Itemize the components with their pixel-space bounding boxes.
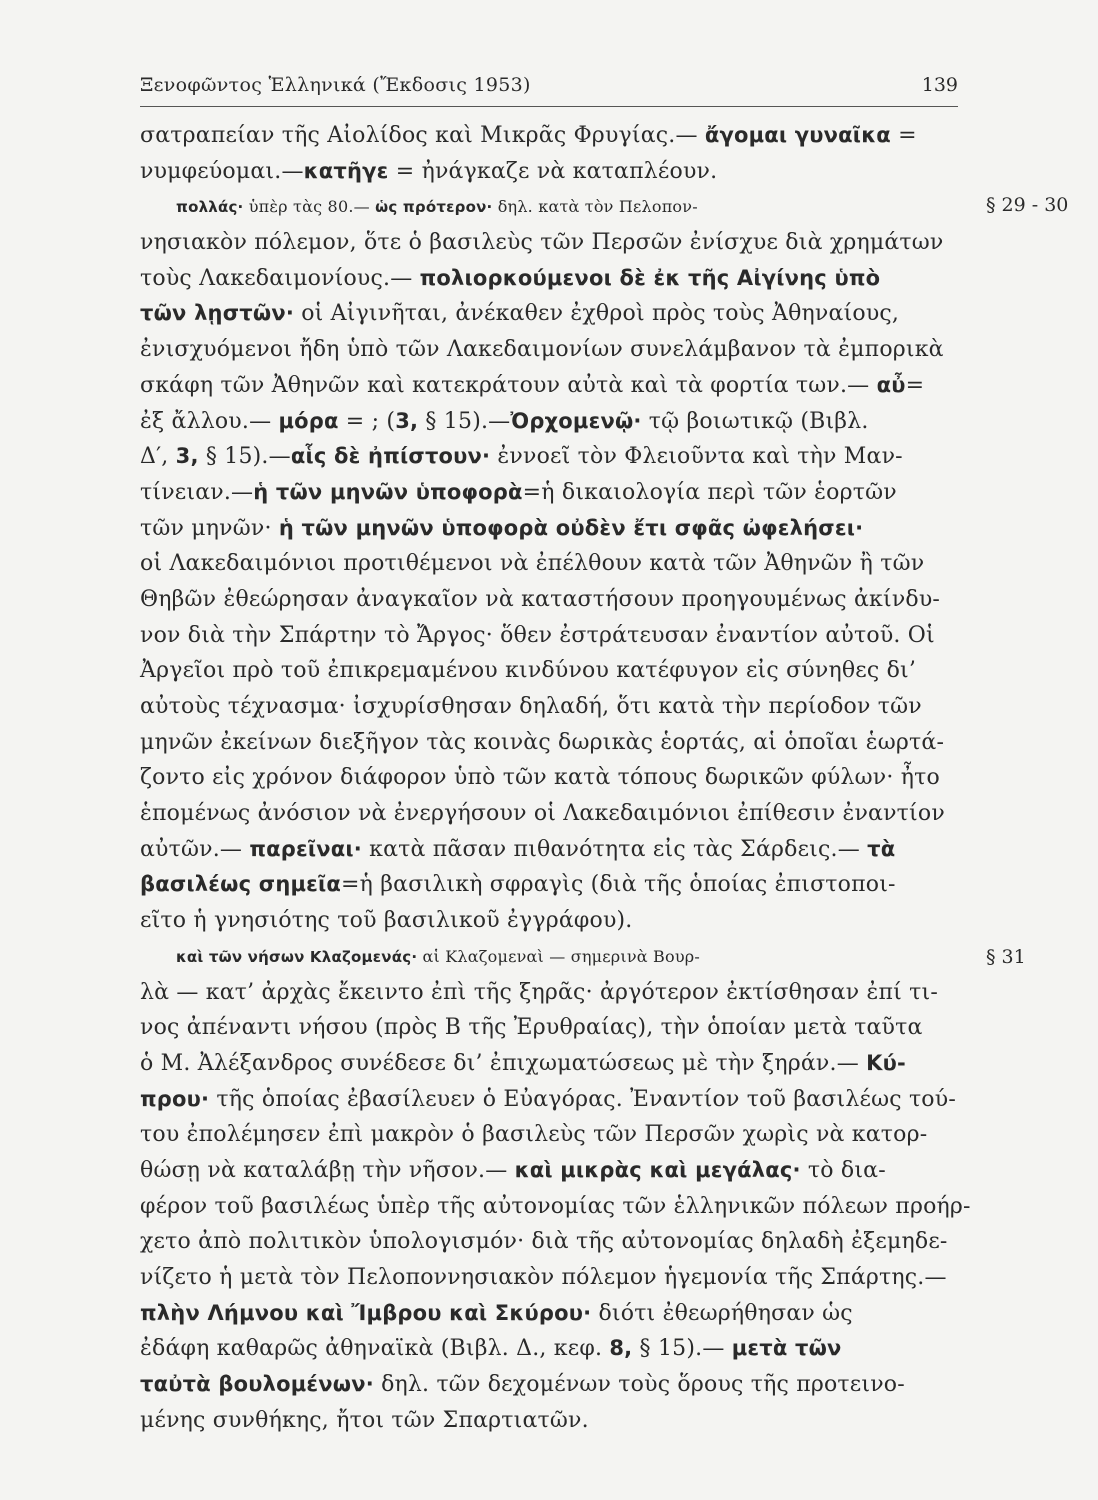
gloss: νυμφεύομαι.— xyxy=(140,158,304,184)
gloss: αὐτῶν.— xyxy=(140,836,250,862)
text-line xyxy=(140,1331,970,1367)
text-line xyxy=(140,1403,970,1439)
gloss: λὰ — κατ’ ἀρχὰς ἔκειντο ἐπὶ τῆς ξηρᾶς· ἀργότερον ἐκτίσθησαν ἐπί τι- xyxy=(140,979,938,1005)
gloss: νος ἀπέναντι νήσου (πρὸς Β τῆς Ἐρυθραίας), τὴν ὁποίαν μετὰ ταῦτα xyxy=(140,1015,923,1041)
gloss: νίζετο ἡ μετὰ τὸν Πελοποννησιακὸν πόλεμον ἡγεμονία τῆς Σπάρτης.— xyxy=(140,1265,947,1290)
lemma: πολλάς· xyxy=(176,198,244,217)
text-line xyxy=(140,760,970,796)
margin-note-section-29-30: § 29 - 30 xyxy=(986,194,1069,216)
text-line xyxy=(140,189,970,225)
gloss: Ἀργεῖοι πρὸ τοῦ ἐπικρεμαμένου κινδύνου κατέφυγον εἰς σύνηθες δι’ xyxy=(140,658,917,684)
gloss: =ἡ δικαιολογία περὶ τῶν ἑορτῶν xyxy=(522,479,897,505)
text-line xyxy=(140,475,970,511)
gloss: ἐδάφη καθαρῶς ἀθηναϊκὰ (Βιβλ. Δ., κεφ. xyxy=(140,1336,610,1362)
gloss: σατραπείαν τῆς Αἰολίδος καὶ Μικρᾶς Φρυγίας.— xyxy=(140,123,705,148)
lemma: μόρα xyxy=(278,408,339,433)
text-line xyxy=(140,332,970,368)
text-line xyxy=(140,1260,970,1296)
text-line xyxy=(140,225,970,261)
lemma: Ὀρχομενῷ· xyxy=(510,408,642,433)
gloss: οἱ Λακεδαιμόνιοι προτιθέμενοι νὰ ἐπέλθουν κατὰ τῶν Ἀθηνῶν ἢ τῶν xyxy=(140,551,925,577)
lemma: πρου· xyxy=(140,1086,210,1111)
gloss: § 15).— xyxy=(632,1336,732,1362)
lemma: βασιλέως σημεῖα xyxy=(140,872,342,897)
lemma: τῶν λῃστῶν· xyxy=(140,301,294,326)
gloss: = ἠνάγκαζε νὰ καταπλέουν. xyxy=(388,158,718,184)
lemma: αἷς δὲ ἠπίστουν· xyxy=(290,444,491,469)
gloss: § 15).— xyxy=(418,408,511,434)
lemma: τὰ xyxy=(867,836,896,861)
gloss: τῆς ὁποίας ἐβασίλευεν ὁ Εὐαγόρας. Ἐναντίον τοῦ βασιλέως τού- xyxy=(209,1086,956,1112)
text-line xyxy=(140,653,970,689)
gloss: του ἐπολέμησεν ἐπὶ μακρὸν ὁ βασιλεὺς τῶν Περσῶν χωρὶς νὰ κατορ- xyxy=(140,1122,928,1148)
gloss: οἱ Αἰγινῆται, ἀνέκαθεν ἐχθροὶ πρὸς τοὺς Ἀθηναίους, xyxy=(294,301,900,327)
gloss: τῶν μηνῶν· xyxy=(140,515,279,541)
gloss: τῷ βοιωτικῷ (Βιβλ. xyxy=(641,408,869,434)
lemma: ἡ τῶν μηνῶν ὑποφορὰ οὐδὲν ἔτι σφᾶς ὠφελήσει· xyxy=(278,515,864,540)
lemma: 8, xyxy=(609,1336,633,1361)
page-number: 139 xyxy=(921,74,958,96)
gloss: ἐξ ἄλλου.— xyxy=(140,408,279,434)
text-line xyxy=(140,725,970,761)
lemma: καὶ τῶν νήσων Κλαζομενάς· xyxy=(176,947,418,966)
gloss: Δ′, xyxy=(140,444,176,470)
gloss: ζοντο εἰς χρόνον διάφορον ὑπὸ τῶν κατὰ τόπους δωρικῶν φύλων· ἦτο xyxy=(140,765,940,791)
gloss: ἑπομένως ἀνόσιον νὰ ἐνεργήσουν οἱ Λακεδαιμόνιοι ἐπίθεσιν ἐναντίον xyxy=(140,801,945,827)
lemma: ὡς πρότερον· xyxy=(375,198,493,217)
lemma: ἡ τῶν μηνῶν ὑποφορὰ xyxy=(253,479,523,504)
text-line xyxy=(140,511,970,547)
gloss: μηνῶν ἐκείνων διεξῆγον τὰς κοινὰς δωρικὰς ἑορτάς, αἱ ὁποῖαι ἑωρτά- xyxy=(140,729,945,755)
margin-note-section-31: § 31 xyxy=(986,946,1026,968)
text-line xyxy=(140,582,970,618)
gloss: χετο ἀπὸ πολιτικὸν ὑπολογισμόν· διὰ τῆς αὐτονομίας δηλαδὴ ἐξεμηδε- xyxy=(140,1229,948,1255)
gloss: = xyxy=(905,372,925,398)
gloss: = xyxy=(890,123,917,148)
page-header xyxy=(140,74,958,104)
text-line xyxy=(140,689,970,725)
gloss: ἐννοεῖ τὸν Φλειοῦντα καὶ τὴν Μαν- xyxy=(490,444,903,470)
gloss: § 15).— xyxy=(198,444,291,470)
text-line xyxy=(140,1296,970,1332)
text-line xyxy=(140,261,970,297)
gloss: ὁ Μ. Ἀλέξανδρος συνέδεσε δι’ ἐπιχωματώσεως μὲ τὴν ξηράν.— xyxy=(140,1050,867,1076)
gloss: Θηβῶν ἐθεώρησαν ἀναγκαῖον νὰ καταστήσουν προηγουμένως ἀκίνδυ- xyxy=(140,586,941,612)
lemma: ἄγομαι γυναῖκα xyxy=(704,123,891,147)
gloss: αὐτοὺς τέχνασμα· ἰσχυρίσθησαν δηλαδή, ὅτι κατὰ τὴν περίοδον τῶν xyxy=(140,694,922,719)
lemma: ταὐτὰ βουλομένων· xyxy=(140,1372,374,1397)
lemma: 3, xyxy=(395,408,419,433)
text-line xyxy=(140,867,970,903)
commentary-text xyxy=(140,118,970,1438)
text-line xyxy=(140,546,970,582)
text-line xyxy=(140,439,970,475)
text-line xyxy=(140,1367,970,1403)
lemma: πολιορκούμενοι δὲ ἐκ τῆς Αἰγίνης ὑπὸ xyxy=(419,265,881,290)
text-line xyxy=(140,296,970,332)
gloss: διότι ἐθεωρήθησαν ὡς xyxy=(591,1300,853,1326)
text-line xyxy=(140,1117,970,1153)
header-rule xyxy=(140,106,958,107)
gloss: τίνειαν.— xyxy=(140,479,254,505)
text-line xyxy=(140,1224,970,1260)
gloss: εῖτο ἡ γνησιότης τοῦ βασιλικοῦ ἐγγράφου). xyxy=(140,908,633,934)
text-line xyxy=(140,975,970,1011)
lemma: κατῆγε xyxy=(303,158,389,183)
text-line xyxy=(140,796,970,832)
text-line xyxy=(140,1082,970,1118)
gloss: δηλ. κατὰ τὸν Πελοπον- xyxy=(492,197,698,217)
gloss: ὑπὲρ τὰς 80.— xyxy=(243,197,376,217)
lemma: παρεῖναι· xyxy=(249,836,362,861)
gloss: τοὺς Λακεδαιμονίους.— xyxy=(140,265,420,291)
gloss: αἱ Κλαζομεναὶ — σημερινὰ Βουρ- xyxy=(417,946,700,966)
text-line xyxy=(140,1153,970,1189)
running-title: Ξενοφῶντος Ἑλληνικά (Ἔκδοσις 1953) xyxy=(140,74,531,96)
lemma: αὖ xyxy=(876,372,906,397)
gloss: νησιακὸν πόλεμον, ὅτε ὁ βασιλεὺς τῶν Περσῶν ἐνίσχυε διὰ χρημάτων xyxy=(140,230,944,256)
lemma: Κύ- xyxy=(866,1050,906,1075)
text-line xyxy=(140,118,970,154)
gloss: = ; ( xyxy=(338,408,396,434)
gloss: φέρον τοῦ βασιλέως ὑπὲρ τῆς αὐτονομίας τῶν ἑλληνικῶν πόλεων προήρ- xyxy=(140,1193,971,1219)
text-line xyxy=(140,939,970,975)
text-line xyxy=(140,618,970,654)
gloss: ἐνισχυόμενοι ἤδη ὑπὸ τῶν Λακεδαιμονίων συνελάμβανον τὰ ἐμπορικὰ xyxy=(140,337,944,363)
lemma: 3, xyxy=(175,444,199,469)
gloss: θώσῃ νὰ καταλάβῃ τὴν νῆσον.— xyxy=(140,1157,515,1183)
gloss: μένης συνθήκης, ἤτοι τῶν Σπαρτιατῶν. xyxy=(140,1407,589,1433)
gloss: τὸ δια- xyxy=(800,1157,886,1183)
text-line xyxy=(140,1046,970,1082)
text-line xyxy=(140,404,970,440)
gloss: =ἡ βασιλικὴ σφραγὶς (διὰ τῆς ὁποίας ἐπιστοποι- xyxy=(341,872,896,898)
lemma: μετὰ τῶν xyxy=(731,1336,842,1361)
gloss: νον διὰ τὴν Σπάρτην τὸ Ἄργος· ὅθεν ἐστράτευσαν ἐναντίον αὐτοῦ. Οἱ xyxy=(140,622,935,648)
lemma: πλὴν Λήμνου καὶ Ἴμβρου καὶ Σκύρου· xyxy=(140,1300,592,1325)
text-line xyxy=(140,903,970,939)
lemma: καὶ μικρὰς καὶ μεγάλας· xyxy=(514,1157,801,1182)
gloss: σκάφη τῶν Ἀθηνῶν καὶ κατεκράτουν αὐτὰ καὶ τὰ φορτία των.— xyxy=(140,372,877,398)
text-line xyxy=(140,1189,970,1225)
text-line xyxy=(140,368,970,404)
gloss: δηλ. τῶν δεχομένων τοὺς ὅρους τῆς προτεινο- xyxy=(373,1372,905,1398)
text-line xyxy=(140,1010,970,1046)
text-line xyxy=(140,154,970,190)
gloss: κατὰ πᾶσαν πιθανότητα εἰς τὰς Σάρδεις.— xyxy=(361,836,868,862)
text-line xyxy=(140,832,970,868)
